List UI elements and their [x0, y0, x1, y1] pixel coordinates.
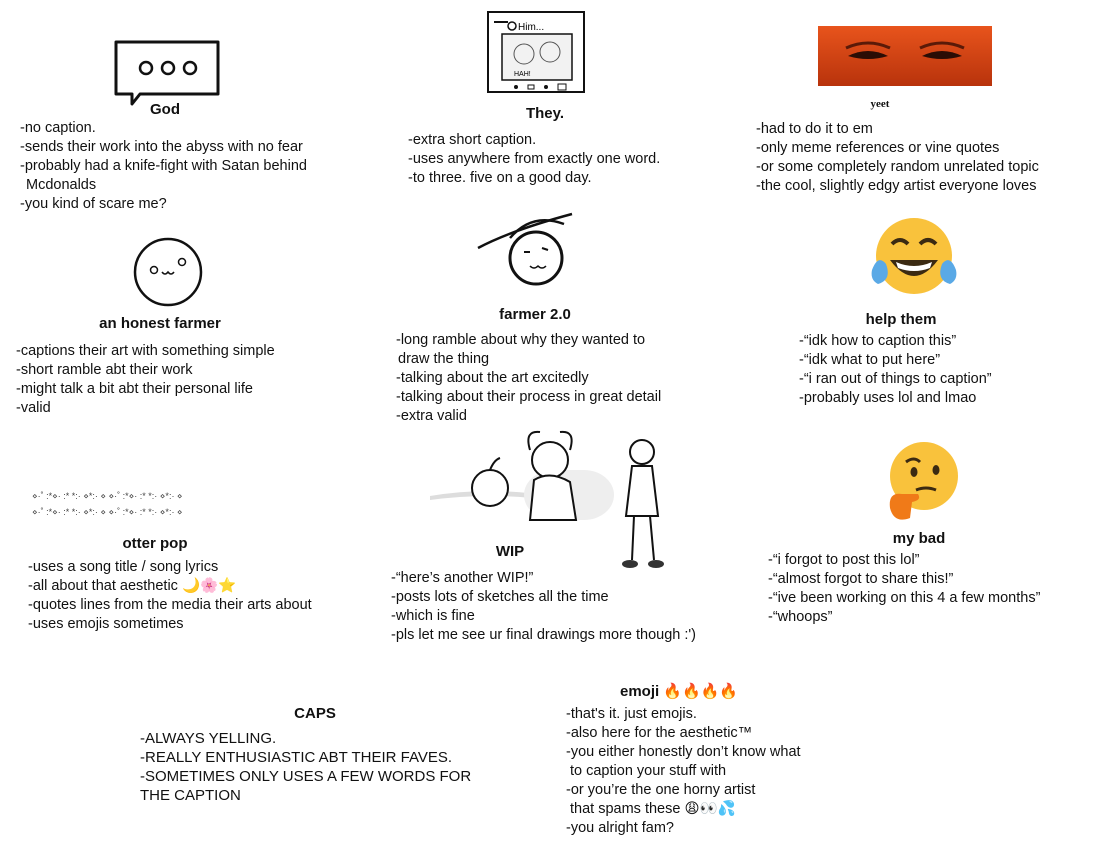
mybad-line: -“whoops” — [768, 609, 833, 625]
farmer2-title: farmer 2.0 — [499, 306, 571, 323]
farmer2-description — [396, 331, 661, 426]
mybad-line: -“i forgot to post this lol” — [768, 552, 920, 568]
laughing-crying-face-icon — [870, 214, 960, 305]
social-post-sketch-icon — [486, 10, 588, 101]
farmer2-line: -talking about the art excitedly — [396, 370, 589, 386]
yeet-line: -the cool, slightly edgy artist everyone loves — [756, 178, 1037, 194]
otter-line: -uses emojis sometimes — [28, 616, 184, 632]
caps-line: THE CAPTION — [140, 787, 241, 804]
farmer-title: an honest farmer — [99, 315, 221, 332]
farmer-line: -valid — [16, 400, 51, 416]
emoji-line: -you either honestly don’t know what — [566, 744, 801, 760]
help-line: -probably uses lol and lmao — [799, 390, 977, 406]
owo-face-icon — [132, 236, 206, 315]
wip-title: WIP — [495, 543, 525, 560]
mybad-title: my bad — [892, 530, 946, 547]
help-line: -“i ran out of things to caption” — [799, 371, 992, 387]
emoji-description — [566, 705, 801, 838]
emoji-line: to caption your stuff with — [570, 763, 727, 779]
they-sketch-text: Him... — [518, 22, 545, 33]
sparkles-decoration — [32, 488, 183, 520]
farmer2-line: -long ramble about why they wanted to — [396, 332, 646, 348]
eyes-photo-icon — [818, 26, 992, 91]
god-line: Mcdonalds — [26, 177, 97, 193]
caps-line: -ALWAYS YELLING. — [140, 730, 277, 747]
wip-line: -pls let me see ur final drawings more though :') — [391, 627, 696, 643]
yeet-title: yeet — [870, 98, 890, 110]
farmer2-line: -talking about their process in great detail — [396, 389, 662, 405]
otter-title: otter pop — [122, 535, 188, 552]
caps-title: CAPS — [294, 705, 336, 722]
farmer-line: -captions their art with something simple — [16, 343, 275, 359]
god-line: -sends their work into the abyss with no fear — [20, 139, 303, 155]
emoji-line: that spams these 😩👀💦 — [570, 801, 736, 817]
they-sketch-hah: HAH! — [514, 71, 531, 78]
farmer2-line: draw the thing — [398, 351, 490, 367]
caps-line: -REALLY ENTHUSIASTIC ABT THEIR FAVES. — [140, 749, 453, 766]
they-line: -extra short caption. — [408, 132, 537, 148]
hat-face-sketch-icon — [472, 208, 592, 293]
wip-line: -which is fine — [391, 608, 475, 624]
help-line: -“idk how to caption this” — [799, 333, 957, 349]
god-line: -no caption. — [20, 120, 96, 136]
otter-line: -uses a song title / song lyrics — [28, 559, 219, 575]
they-line: -uses anywhere from exactly one word. — [408, 151, 661, 167]
emoji-line: -also here for the aesthetic™ — [566, 725, 753, 741]
farmer-line: -short ramble abt their work — [16, 362, 193, 378]
they-description — [408, 131, 660, 188]
god-line: -probably had a knife-fight with Satan behind — [20, 158, 307, 174]
mybad-line: -“almost forgot to share this!” — [768, 571, 954, 587]
otter-line: -quotes lines from the media their arts about — [28, 597, 312, 613]
farmer2-line: -extra valid — [396, 408, 467, 424]
god-line: -you kind of scare me? — [20, 196, 167, 212]
help-description — [799, 332, 992, 408]
yeet-description — [756, 120, 1039, 196]
sparkles-row: ⋄·˚ :*⋄· :* *:· ⋄*:· ⋄ ⋄·˚ :*⋄· :* *:· ⋄*:· ⋄ — [32, 507, 183, 517]
emoji-line: -or you’re the one horny artist — [566, 782, 756, 798]
emoji-line: -that's it. just emojis. — [566, 706, 697, 722]
wip-line: -“here’s another WIP!” — [391, 570, 534, 586]
god-description — [20, 119, 307, 214]
god-title: God — [150, 101, 180, 118]
emoji-line: -you alright fam? — [566, 820, 674, 836]
help-title: help them — [865, 311, 937, 328]
sparkles-row: ⋄·˚ :*⋄· :* *:· ⋄*:· ⋄ ⋄·˚ :*⋄· :* *:· ⋄*:· ⋄ — [32, 491, 183, 501]
farmer-line: -might talk a bit abt their personal life — [16, 381, 253, 397]
mybad-description — [768, 551, 1040, 627]
they-line: -to three. five on a good day. — [408, 170, 592, 186]
caps-line: -SOMETIMES ONLY USES A FEW WORDS FOR — [140, 768, 472, 785]
they-title: They. — [525, 105, 565, 122]
emoji-title: emoji 🔥🔥🔥🔥 — [620, 683, 739, 700]
yeet-line: -or some completely random unrelated topic — [756, 159, 1039, 175]
otter-description — [28, 558, 312, 634]
yeet-line: -only meme references or vine quotes — [756, 140, 1000, 156]
mybad-line: -“ive been working on this 4 a few months” — [768, 590, 1041, 606]
wip-line: -posts lots of sketches all the time — [391, 589, 609, 605]
help-line: -“idk what to put here” — [799, 352, 941, 368]
thinking-face-icon — [880, 438, 964, 529]
farmer-description — [16, 342, 275, 418]
yeet-line: -had to do it to em — [756, 121, 873, 137]
otter-line: -all about that aesthetic 🌙🌸⭐ — [28, 578, 237, 594]
wip-description — [391, 569, 696, 645]
wip-sketch-illustration — [430, 430, 680, 575]
caps-description — [140, 729, 471, 805]
